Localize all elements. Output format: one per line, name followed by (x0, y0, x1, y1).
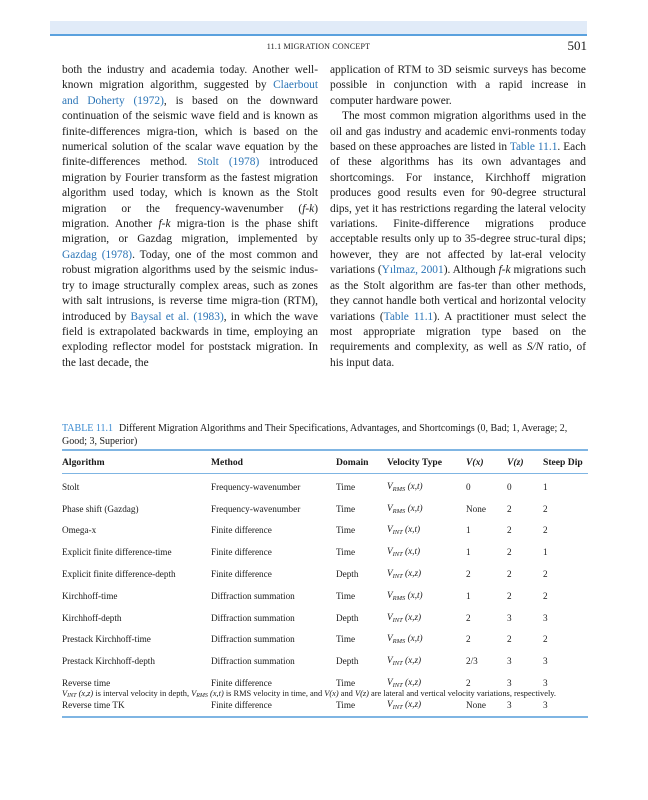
text: INT (392, 660, 403, 668)
text: f-k (302, 202, 315, 215)
text: V (387, 633, 393, 644)
text: ratio, of his input data. (330, 341, 586, 369)
text: ). Although (443, 264, 499, 277)
text: INT (392, 551, 403, 559)
vx-rating-cell: 2 (466, 612, 471, 623)
text: (x,t) (207, 689, 224, 698)
text: f-k (158, 218, 171, 231)
method-cell: Finite difference (211, 678, 272, 689)
steep-dip-rating-cell: 2 (543, 525, 548, 536)
text: ) migration. Another (62, 202, 318, 231)
domain-cell: Time (336, 590, 356, 601)
method-cell: Diffraction summation (211, 634, 295, 645)
left-column (62, 63, 318, 371)
paragraph (330, 109, 586, 371)
text: (x,t) (402, 546, 421, 557)
text: introduced migration by Fourier transform as the fastest migration algorithm used today, which is known as the Stolt migration or the frequency-wavenumber ( (62, 156, 318, 215)
domain-cell: Time (336, 481, 356, 492)
page-number: 501 (567, 38, 587, 53)
text: are lateral and vertical velocity variations, respectively. (368, 689, 557, 698)
text: both the industry and academia today. Another well-known migration algorithm, suggested by (62, 64, 318, 92)
velocity-type-cell (387, 629, 466, 651)
vx-rating-cell: None (466, 503, 486, 514)
steep-dip-rating-cell: 2 (543, 634, 548, 645)
text: (x,z) (76, 689, 94, 698)
domain-cell: Time (336, 503, 356, 514)
citation-link-claerbout[interactable]: Claerbout and Doherty (1972) (62, 79, 318, 107)
column-header: Steep Dip (543, 456, 583, 468)
steep-dip-rating-cell: 2 (543, 569, 548, 580)
velocity-type-cell (387, 607, 466, 629)
algorithm-cell: Reverse time TK (62, 699, 125, 710)
table-label: TABLE 11.1 (62, 423, 114, 434)
text: and (338, 689, 355, 698)
table-link[interactable]: Table 11.1 (509, 141, 558, 154)
text: (x,z) (402, 677, 422, 688)
steep-dip-rating-cell: 2 (543, 590, 548, 601)
citation-link-baysal[interactable]: Baysal et al. (1983) (130, 310, 224, 323)
method-cell: Diffraction summation (211, 656, 295, 667)
domain-cell: Time (336, 634, 356, 645)
text: f-k (498, 264, 511, 277)
algorithm-cell: Explicit finite difference-time (62, 547, 172, 558)
vx-rating-cell: None (466, 699, 486, 710)
text: ). A practitioner must select the most appropriate migration type based on the requirements and complexity, as well as (330, 310, 587, 354)
citation-link-stolt[interactable]: Stolt (1978) (197, 156, 260, 169)
table-row (62, 498, 588, 520)
steep-dip-rating-cell: 1 (543, 481, 548, 492)
vz-rating-cell: 2 (507, 590, 512, 601)
citation-link-gazdag[interactable]: Gazdag (1978) (62, 248, 133, 261)
text: (x,z) (402, 698, 422, 709)
steep-dip-rating-cell: 3 (543, 656, 548, 667)
vz-rating-cell: 2 (507, 525, 512, 536)
velocity-type-cell (387, 498, 466, 520)
text: INT (392, 529, 403, 537)
method-cell: Diffraction summation (211, 612, 295, 623)
vz-rating-cell: 3 (507, 699, 512, 710)
table-row (62, 474, 588, 498)
domain-cell: Time (336, 525, 356, 536)
table-caption (62, 422, 588, 448)
text: V (387, 546, 393, 557)
vx-rating-cell: 1 (466, 547, 471, 558)
text: (x,z) (402, 568, 422, 579)
table-link[interactable]: Table 11.1 (383, 310, 434, 323)
text: S/N (526, 341, 544, 354)
method-cell: Diffraction summation (211, 590, 295, 601)
table-row (62, 585, 588, 607)
column-header: V(x) (466, 456, 484, 468)
algorithm-cell: Reverse time (62, 678, 111, 689)
vx-rating-cell: 2 (466, 569, 471, 580)
text: RMS (392, 507, 406, 515)
text: (x,t) (405, 633, 423, 644)
algorithm-cell: Omega-x (62, 525, 97, 536)
table-row (62, 520, 588, 542)
domain-cell: Depth (336, 569, 359, 580)
velocity-type-cell (387, 650, 466, 672)
method-cell: Finite difference (211, 699, 272, 710)
text: The most common migration algorithms used in the oil and gas industry and academic envi-ronments today based on these approaches are listed in (330, 110, 586, 154)
text: (x,z) (402, 655, 422, 666)
steep-dip-rating-cell: 3 (543, 612, 548, 623)
text: V(z) (354, 689, 369, 698)
text: V (387, 589, 393, 600)
text: V (387, 611, 393, 622)
migration-table (62, 449, 588, 718)
text: . Each of these algorithms has its own advantages and shortcomings. For instance, Kirchhoff migration produces good results even for 90-degree structural dips, yet it has restrictions regarding the lateral velocity variations. Finite-difference migrations produce acceptable results only up to 35-degree struc-tural dips; however, they are not affected by lat-eral velocity variations ( (330, 141, 586, 277)
text: . Today, one of the most common and robust migration algorithms used by the seismic indus-try to image structurally complex areas, such as zones with salt intrusions, is reverse time migra-tion (RTM), introduced by (62, 248, 318, 323)
text: INT (392, 682, 403, 690)
column-header: Method (211, 456, 243, 468)
paragraph (62, 63, 318, 371)
right-column (330, 63, 586, 371)
algorithm-cell: Kirchhoff-depth (62, 612, 122, 623)
text: V (387, 524, 393, 535)
text: V (387, 677, 393, 688)
steep-dip-rating-cell: 3 (543, 699, 548, 710)
table-row (62, 629, 588, 651)
text: RMS (392, 485, 406, 493)
text: , is based on the downward continuation of the seismic wave field and is known as finite-differences migra-tion, which is based on the numerical solution of the scalar wave equation by the finite-differences method. (62, 94, 318, 169)
table-row (62, 563, 588, 585)
text: V (387, 655, 393, 666)
text: V (387, 568, 393, 579)
text: (x,t) (405, 480, 423, 491)
text: is interval velocity in depth, (93, 689, 192, 698)
velocity-type-cell (387, 585, 466, 607)
velocity-type-cell (387, 520, 466, 542)
vz-rating-cell: 3 (507, 612, 512, 623)
algorithm-cell: Explicit finite difference-depth (62, 569, 176, 580)
vz-rating-cell: 3 (507, 656, 512, 667)
domain-cell: Depth (336, 612, 359, 623)
domain-cell: Time (336, 678, 356, 689)
velocity-type-cell (387, 474, 466, 498)
steep-dip-rating-cell: 2 (543, 503, 548, 514)
text: V (62, 689, 68, 698)
algorithm-cell: Prestack Kirchhoff-time (62, 634, 151, 645)
text: V (387, 480, 393, 491)
table-body (62, 474, 588, 717)
text: V (387, 698, 393, 709)
algorithm-cell: Prestack Kirchhoff-depth (62, 656, 155, 667)
text: is RMS velocity in time, and (223, 689, 325, 698)
domain-cell: Time (336, 699, 356, 710)
algorithm-cell: Stolt (62, 481, 80, 492)
vz-rating-cell: 2 (507, 634, 512, 645)
vx-rating-cell: 1 (466, 590, 471, 601)
column-header: Algorithm (62, 456, 105, 468)
method-cell: Frequency-wavenumber (211, 481, 301, 492)
table-header-row (62, 450, 588, 474)
method-cell: Finite difference (211, 547, 272, 558)
text: (x,t) (402, 524, 421, 535)
vz-rating-cell: 2 (507, 503, 512, 514)
vx-rating-cell: 0 (466, 481, 471, 492)
text: INT (392, 573, 403, 581)
paragraph: application of RTM to 3D seismic surveys has become possible in conjunction with a rapid increase in computer hardware power. (330, 64, 586, 107)
vz-rating-cell: 3 (507, 678, 512, 689)
domain-cell: Time (336, 547, 356, 558)
text: V (387, 502, 393, 513)
column-header: V(z) (507, 456, 524, 468)
text: migra-tion is the phase shift migration, or Gazdag migration, implemented by (62, 218, 318, 246)
header-band (50, 21, 587, 36)
algorithm-cell: Kirchhoff-time (62, 590, 118, 601)
column-header: Domain (336, 456, 369, 468)
velocity-type-cell (387, 563, 466, 585)
method-cell: Finite difference (211, 525, 272, 536)
velocity-type-cell (387, 541, 466, 563)
text: (x,t) (405, 589, 423, 600)
steep-dip-rating-cell: 3 (543, 678, 548, 689)
running-head (50, 38, 587, 56)
text: , in which the wave field is extrapolated backwards in time, employing an exploding reflector model for poststack migration. In the last decade, the (62, 310, 319, 369)
vx-rating-cell: 2 (466, 634, 471, 645)
table-row (62, 650, 588, 672)
vz-rating-cell: 2 (507, 569, 512, 580)
vx-rating-cell: 1 (466, 525, 471, 536)
text: INT (392, 703, 403, 711)
domain-cell: Depth (336, 656, 359, 667)
running-title: 11.1 MIGRATION CONCEPT (266, 42, 371, 51)
table-footnote (62, 688, 588, 703)
vx-rating-cell: 2/3 (466, 656, 478, 667)
steep-dip-rating-cell: 1 (543, 547, 548, 558)
text: RMS (392, 638, 406, 646)
table-caption-text: Different Migration Algorithms and Their Specifications, Advantages, and Shortcomings (0, Bad; 1, Average; 2, Good; 3, Superior) (62, 423, 568, 447)
text: V (191, 689, 197, 698)
vz-rating-cell: 0 (507, 481, 512, 492)
text: (x,t) (405, 502, 423, 513)
algorithm-cell: Phase shift (Gazdag) (62, 503, 139, 514)
text: INT (67, 693, 77, 699)
text: migrations such as the Stolt algorithm are fas-ter than other methods, they cannot handle both vertical and horizontal velocity variations ( (330, 264, 586, 323)
column-header: Velocity Type (387, 456, 442, 468)
text: RMS (196, 693, 208, 699)
method-cell: Finite difference (211, 569, 272, 580)
text: (x,z) (402, 611, 422, 622)
vz-rating-cell: 2 (507, 547, 512, 558)
body-text (62, 63, 586, 371)
table-row (62, 541, 588, 563)
text: V(x) (324, 689, 339, 698)
table-row (62, 607, 588, 629)
vx-rating-cell: 2 (466, 678, 471, 689)
citation-link-yilmaz[interactable]: Yılmaz, 2001 (381, 264, 444, 277)
text: RMS (392, 594, 406, 602)
method-cell: Frequency-wavenumber (211, 503, 301, 514)
text: INT (392, 616, 403, 624)
